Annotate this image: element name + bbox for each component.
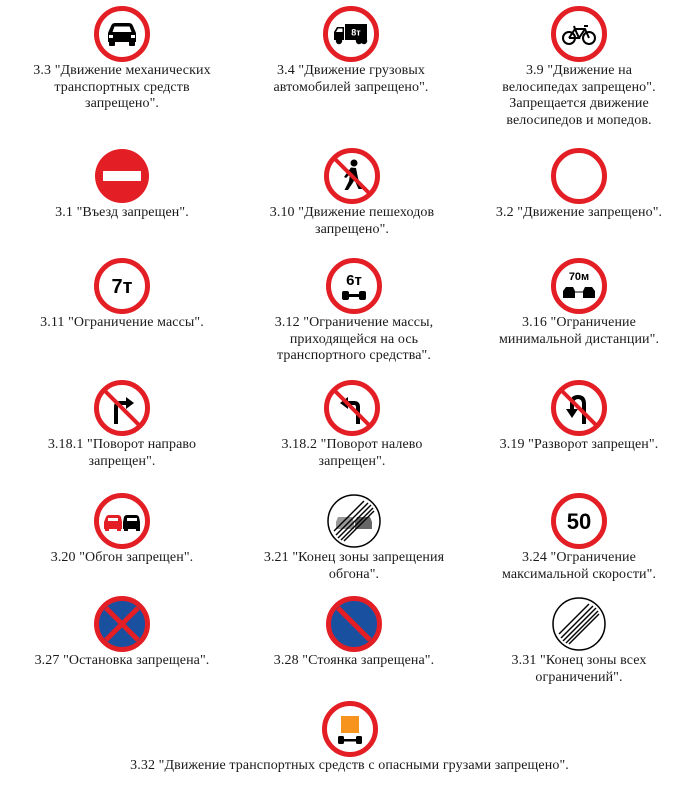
no-right-turn-icon <box>94 380 150 436</box>
sign-caption: 3.27 "Остановка запрещена". <box>34 653 210 668</box>
sign-3-27 <box>6 596 238 670</box>
speed-label: 50 <box>566 509 592 534</box>
sign-3-11 <box>6 258 238 332</box>
empty-ring-icon <box>551 148 607 204</box>
axle-load-icon <box>326 258 382 314</box>
no-u-turn-icon <box>551 380 607 436</box>
speed-limit-icon <box>551 493 607 549</box>
sign-caption: 3.16 "Ограничение минимальной дистанции". <box>498 315 660 347</box>
truck-icon <box>323 6 379 62</box>
sign-3-16 <box>464 258 694 348</box>
end-all-restrictions-icon <box>551 596 607 652</box>
sign-caption: 3.11 "Ограничение массы". <box>40 315 204 330</box>
mass-label: 7т <box>111 276 133 298</box>
car-icon <box>94 6 150 62</box>
sign-3-18-1 <box>6 380 238 470</box>
sign-caption: 3.20 "Обгон запрещен". <box>50 550 194 565</box>
sign-3-31 <box>464 596 694 686</box>
sign-3-18-2 <box>236 380 468 470</box>
sign-caption: 3.24 "Ограничение максимальной скорости". <box>501 550 657 582</box>
sign-caption: 3.9 "Движение на велосипедах запрещено". Запрещается движение велосипедов и мопедов. <box>502 63 656 128</box>
sign-3-32 <box>0 701 699 775</box>
sign-3-28 <box>236 596 472 670</box>
no-overtaking-icon <box>94 493 150 549</box>
bicycle-icon <box>551 6 607 62</box>
distance-icon <box>551 258 607 314</box>
sign-caption: 3.28 "Стоянка запрещена". <box>273 653 435 668</box>
sign-3-3 <box>0 6 244 113</box>
sign-3-19 <box>464 380 694 454</box>
sign-caption: 3.12 "Ограничение массы, приходящейся на ось транспортного средства". <box>274 315 434 363</box>
sign-3-21 <box>236 493 472 583</box>
sign-caption: 3.4 "Движение грузовых автомобилей запрещено". <box>273 63 429 95</box>
no-left-turn-icon <box>324 380 380 436</box>
sign-caption: 3.21 "Конец зоны запрещения обгона". <box>263 550 445 582</box>
no-parking-icon <box>326 596 382 652</box>
sign-3-10 <box>236 148 468 238</box>
sign-caption: 3.10 "Движение пешеходов запрещено". <box>269 205 435 237</box>
sign-caption: 3.2 "Движение запрещено". <box>495 205 663 220</box>
sign-caption: 3.18.1 "Поворот направо запрещен". <box>47 437 197 469</box>
distance-label: 70м <box>568 271 590 283</box>
end-no-overtaking-icon <box>326 493 382 549</box>
pedestrian-icon <box>324 148 380 204</box>
sign-3-12 <box>236 258 472 365</box>
sign-caption: 3.18.2 "Поворот налево запрещен". <box>281 437 423 469</box>
sign-3-2 <box>464 148 694 222</box>
sign-caption: 3.32 "Движение транспортных средств с опасными грузами запрещено". <box>130 758 569 773</box>
mass-limit-icon <box>94 258 150 314</box>
no-entry-icon <box>94 148 150 204</box>
sign-caption: 3.1 "Въезд запрещен". <box>55 205 189 220</box>
sign-caption: 3.3 "Движение механических транспортных средств запрещено". <box>33 63 211 111</box>
axle-load-label: 6т <box>346 272 362 289</box>
sign-caption: 3.31 "Конец зоны всех ограничений". <box>511 653 647 685</box>
truck-weight-label: 8т <box>351 27 361 38</box>
sign-3-20 <box>6 493 238 567</box>
dangerous-goods-icon <box>322 701 378 757</box>
no-stopping-icon <box>94 596 150 652</box>
sign-3-4 <box>236 6 466 96</box>
sign-3-1 <box>6 148 238 222</box>
sign-3-24 <box>464 493 694 583</box>
sign-caption: 3.19 "Разворот запрещен". <box>499 437 659 452</box>
sign-3-9 <box>464 6 694 129</box>
